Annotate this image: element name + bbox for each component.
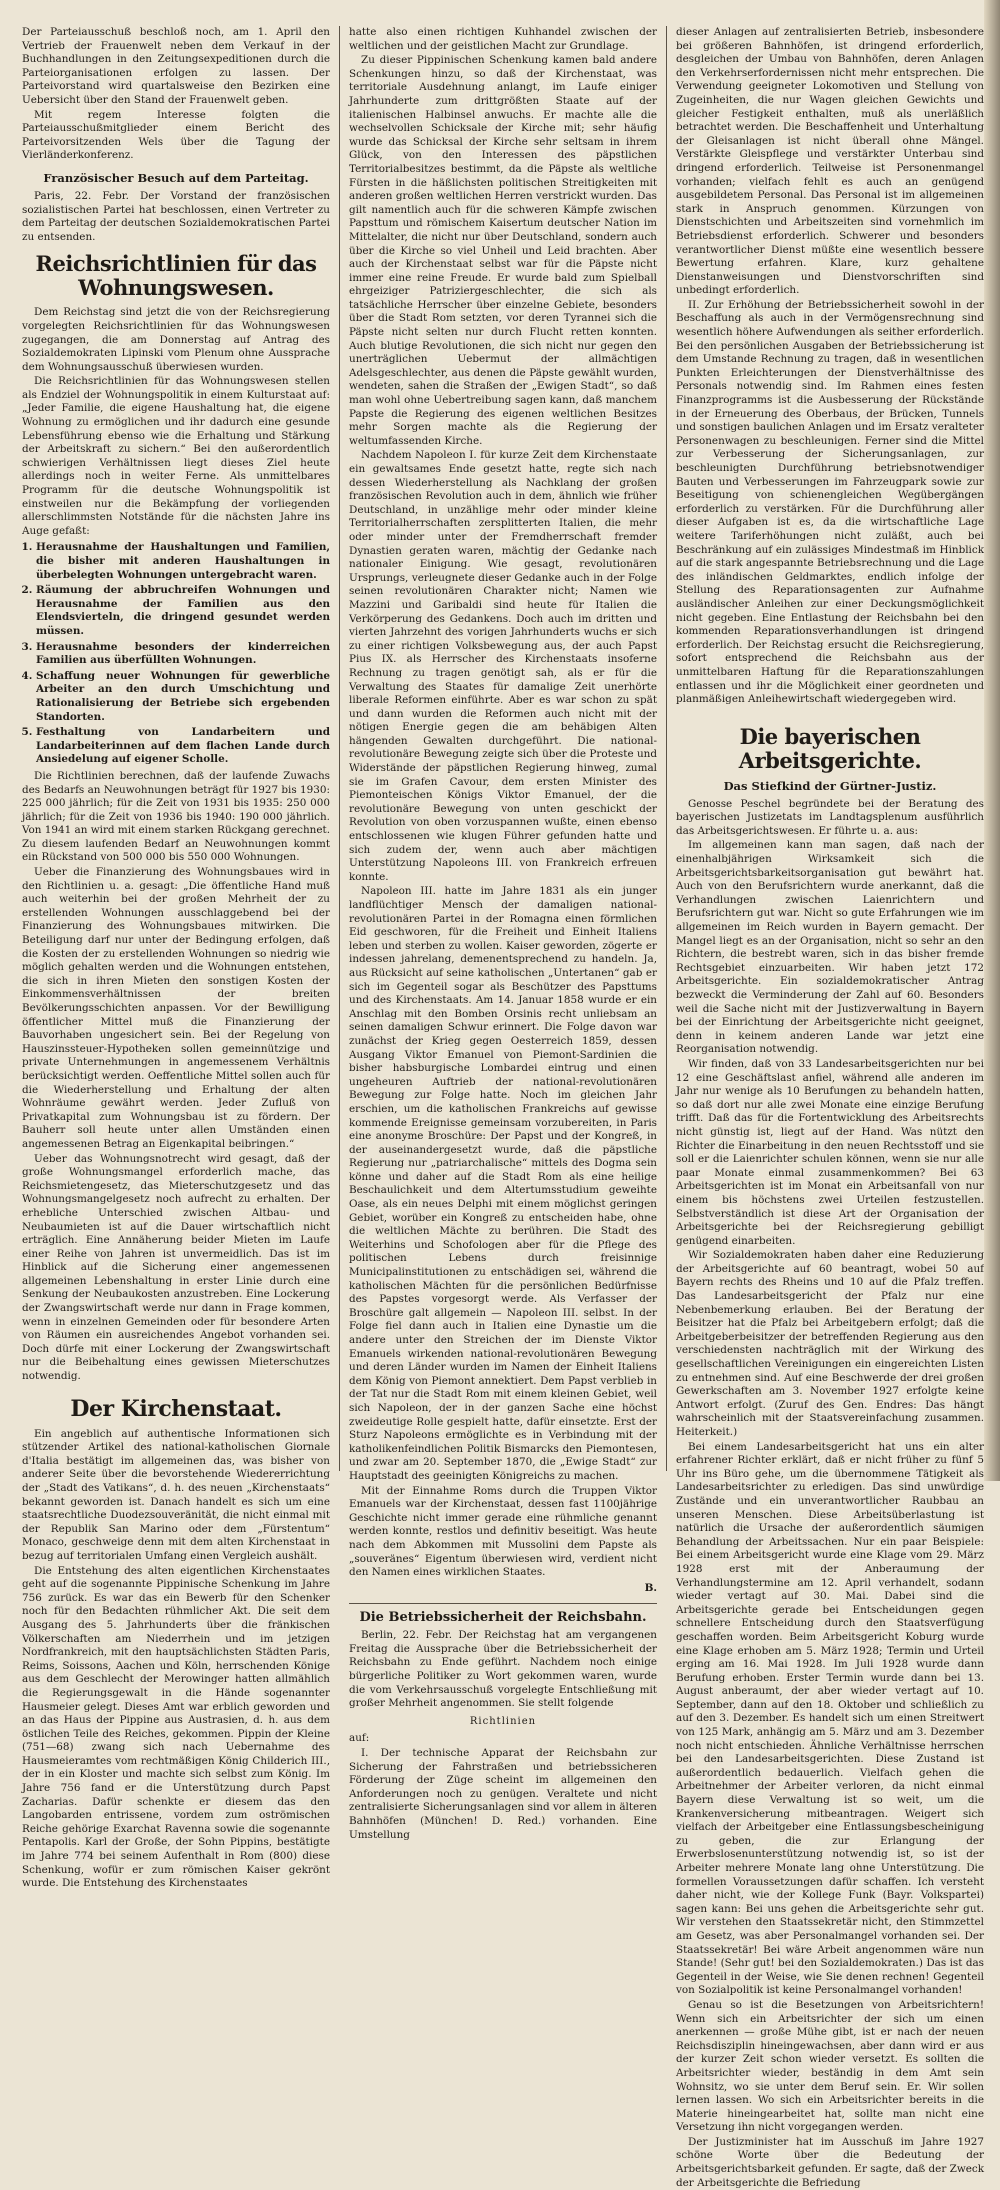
heading-kirchenstaat: Der Kirchenstaat. (70, 1395, 282, 1422)
list-item: 4. Schaffung neuer Wohnungen für gewerbliche Arbeiter an den durch Umschichtung und Rationalisierung der Betriebe sich ergebenden Standorten. (36, 670, 330, 724)
paragraph-parteiausschuss: Der Parteiausschuß beschloß noch, am 1. April den Vertrieb der Frauenwelt neben dem Verkauf in der Buchhandlungen in den Zeitungsexpeditionen durch die Parteiorganisationen erfolgen zu lassen. Der Parteivorstand wird quartalsweise den Bezirken eine Uebersicht über den Stand der Frauenwelt geben. (22, 26, 330, 106)
paragraph-paris: Paris, 22. Febr. Der Vorstand der französischen sozialistischen Partei hat beschlossen, einen Vertreter zu dem Parteitag der deutschen Sozialdemokratischen Partei zu entsenden. (22, 189, 330, 243)
heading-reichsrichtlinien: Reichsrichtlinien für das Wohnungswesen. (35, 251, 317, 301)
paragraph-e7: Der Justizminister hat im Ausschuß im Jahre 1927 schöne Worte über die Bedeutung der Arbeitsgerichtsbarkeit gefunden. Er sagte, daß der Zweck der Arbeitsgerichte die Befriedung (676, 2135, 984, 2189)
paragraph-interesse: Mit regem Interesse folgten die Parteiausschußmitglieder einem Bericht des Parteivorsitzenden Wels über die Tagung der Vierländerkonferenz. (22, 108, 330, 162)
column-divider (666, 26, 667, 1471)
richtlinien-label: Richtlinien (469, 1715, 537, 1727)
program-list (22, 541, 330, 767)
paragraph-e1: Genosse Peschel begründete bei der Beratung des bayerischen Justizetats im Landtagsplenum ausführlich das Arbeitsgerichtswesen. Er führte u. a. aus: (676, 797, 984, 837)
paragraph-reich-3: Die Richtlinien berechnen, daß der laufende Zuwachs des Bedarfs an Neuwohnungen beträgt für 1927 bis 1930: 225 000 jährlich; für die Zeit von 1931 bis 1935: 250 000 jährlich; für die Zeit von 1936 bis 1940: 190 000 jährlich. Von 1941 an wird mit einem starken Rückgang gerechnet. Zu diesem laufenden Bedarf an Neuwohnungen kommt ein Rückstand von 500 000 bis 550 000 Wohnungen. (22, 769, 330, 864)
paragraph-reich-5: Ueber das Wohnungsnotrecht wird gesagt, daß der große Wohnungsmangel erforderlich mache, das Reichsmietengesetz, das Mieterschutzgesetz und das Wohnungsmangelgesetz noch aufrecht zu erhalten. Der erhebliche Unterschied zwischen Altbau- und Neubaumieten ist auf die Dauer wirtschaftlich nicht erträglich. Eine Annäherung beider Mieten im Laufe einer Reihe von Jahren ist unvermeidlich. Das ist im Hinblick auf die Sicherung einer angemessenen allgemeinen Lebenshaltung in erster Linie durch eine Senkung der Neubaukosten anzustreben. Eine Lockerung der Zwangswirtschaft werde nur dann in Frage kommen, wenn in einzelnen Gemeinden oder für besondere Arten von Räumen ein ausreichendes Angebot vorhanden sei. Doch dürfe mit einer Lockerung der Zwangswirtschaft nur die Beibehaltung eines gewissen Mieterschutzes notwendig. (22, 1152, 330, 1383)
paragraph-reich-4: Ueber die Finanzierung des Wohnungsbaues wird in den Richtlinien u. a. gesagt: „Die öffentliche Hand muß auch weiterhin bei der großen Mehrheit der zu erstellenden Wohnungen ausschlaggebend bei der Finanzierung des Wohnungsbaues mitwirken. Die Beteiligung darf nur unter der Bedingung erfolgen, daß die Kosten der zu erstellenden Wohnungen so niedrig wie möglich gehalten werden und die Wohnungen entstehen, die sich in ihren Mieten den sonstigen Kosten der Einkommensverhältnissen der breiten Bevölkerungsschichten anpassen. Vor der Bewilligung öffentlicher Mittel muß die Finanzierung der Bauvorhaben ungesichert sein. Bei der Regelung von Hauszinssteuer-Hypotheken sollen gemeinnützige und private Unternehmungen in angemessenem Verhältnis berücksichtigt werden. Oeffentliche Mittel sollen auch für die Wiederherstellung und Erhaltung der alten Wohnräume gewährt werden. Jeder Zufluß von Privatkapital zum Wohnungsbau ist zu fördern. Der Bauherr soll heute unter allen Umständen einen angemessenen Betrag an Eigenkapital beibringen.“ (22, 866, 330, 1150)
paragraph-c5: Mit der Einnahme Roms durch die Truppen Viktor Emanuels war der Kirchenstaat, dessen fast 1100jährige Geschichte nicht immer gerade eine rühmliche genannt werden konnte, restlos und definitiv beseitigt. Was heute nach dem Abkommen mit Mussolini dem Papste als „souveränes“ Eigentum überwiesen wird, verdient nicht den Namen eines wirklichen Staates. (349, 1484, 657, 1579)
paragraph-e3: Wir finden, daß von 33 Landesarbeitsgerichten nur bei 12 eine Geschäftslast anfiel, während alle anderen im Jahr nur wenige als 10 Berufungen zu behandeln hatten, so daß dort nur alle zwei Monate eine einzige Berufung trifft. Daß das für die Fortentwicklung des Arbeitsrechts nicht günstig ist, liegt auf der Hand. Was nützt den Richter die Einarbeitung in den neuen Rechtsstoff und sie soll er die Laienrichter schulen können, wenn sie nur alle paar Monate einmal zusammenkommen? Bei 63 Arbeitsgerichten ist im Monat ein Arbeitsanfall von nur einem bis höchstens zwei Urteilen festzustellen. Selbstverständlich ist diese Art der Organisation der Arbeitsgerichte bei der Reichsregierung gebilligt genügend einarbeiten. (676, 1057, 984, 1247)
column-divider (339, 26, 340, 1471)
list-item: 2. Räumung der abbruchreifen Wohnungen und Herausnahme der Familien aus den Elendsvierteln, die dringend gesundet werden müssen. (36, 584, 330, 638)
paragraph-e6: Genau so ist die Besetzungen von Arbeitsrichtern! Wenn sich ein Arbeitsrichter der sich um einen anerkennen — große Mühe gibt, ist er nach der neuen Reichsdisziplin hineingewachsen, aber dann wird er aus der kurzer Zeit schon wieder versetzt. Es sollten die Arbeitsrichter wieder, beständig in dem Amt sein Wohnsitz, wo sie unter dem Beruf sein. Er. Wir sollen lernen lassen. Wo sich ein Arbeitsrichter bereits in die Materie hineingearbeitet hat, sollte man nicht eine Versetzung ihn nicht vorgegangen werden. (676, 1998, 984, 2134)
paragraph-kirchen-1: Ein angeblich auf authentische Informationen sich stützender Artikel des national-katholischen Giornale d'Italia bestätigt im allgemeinen das, was bisher von anderer Seite über die bevorstehende Wiedererrichtung der „Stadt des Vatikans“, d. h. des neuen „Kirchenstaats“ bekannt geworden ist. Danach handelt es sich um eine staatsrechtliche Duodezsouveränität, die nicht einmal mit der Republik San Marino oder dem „Fürstentum“ Monaco, geschweige denn mit dem alten Kirchenstaat in bezug auf territorialen Umfang einen Vergleich aushält. (22, 1427, 330, 1562)
list-item: 5. Festhaltung von Landarbeitern und Landarbeiterinnen auf dem flachen Lande durch Ansiedelung auf eigener Scholle. (36, 726, 330, 767)
paragraph-reich-1: Dem Reichstag sind jetzt die von der Reichsregierung vorgelegten Reichsrichtlinien für das Wohnungswesen zugegangen, die am Donnerstag auf Antrag des Sozialdemokraten Lipinski vom Plenum ohne Aussprache dem Wohnungsausschuß überwiesen wurden. (22, 306, 330, 373)
column-2 (349, 26, 657, 1841)
paragraph-c3: Nachdem Napoleon I. für kurze Zeit dem Kirchenstaate ein gewaltsames Ende gesetzt hatte, regte sich nach dessen Wiederherstellung als Nachklang der großen französischen Revolution auch in dem, ähnlich wie früher Deutschland, in unzählige mehr oder minder kleine Territorialherrschaften zersplitterten Italien, die mehr oder minder unter der Fremdherrschaft fremder Dynastien geraten waren, mächtig der Gedanke nach nationaler Einigung. Wie gesagt, revolutionären Ursprungs, verleugnete dieser Gedanke auch in der Folge seinen revolutionären Charakter nicht; Namen wie Mazzini und Garibaldi sind heute für Italien die Verkörperung des Gedankens. Doch auch im dritten und vierten Jahrzehnt des vorigen Jahrhunderts wuchs er sich zu einer richtigen Volksbewegung aus, der auch Papst Pius IX. als Herrscher des Kirchenstaats insoferne Rechnung zu tragen genötigt sah, als er für die Verwaltung des Staates für damalige Zeit unerhörte liberale Reformen einführte. Aber es war schon zu spät und dann wurden die Reformen auch nicht mit der nötigen Energie gegen die am behäbigen Alten hängenden Gewalten durchgeführt. Die national-revolutionäre Bewegung zeigte sich über die Proteste und Widerstände der päpstlichen Regierung hinweg, zumal sie im Grafen Cavour, dem ersten Minister des Piemonteischen Königs Viktor Emanuel, der die revolutionäre Bewegung von unten geschickt der Revolution von oben vorzuspannen wußte, einen ebenso entschlossenen wie klugen Führer gefunden hatte und sich zudem der, wenn auch aber mächtigen Unterstützung Napoleons III. von Frankreich erfreuen konnte. (349, 449, 657, 883)
author-signature: B. (644, 1581, 657, 1594)
column-3 (676, 26, 984, 2189)
list-item: 3. Herausnahme besonders der kinderreichen Familien aus überfüllten Wohnungen. (36, 641, 330, 668)
paragraph-e2: Im allgemeinen kann man sagen, daß nach der einenhalbjährigen Wirksamkeit sich die Arbeitsgerichtsbarkeitsorganisation gut bewährt hat. Auch von den Berufsrichtern wurde anerkannt, daß die Verhandlungen zwischen Laienrichtern und Berufsrichtern gut war. Nicht so gute Erfahrungen wie im allgemeinen im Reich wurden in Bayern gemacht. Der Mangel liegt es an der Organisation, nicht so sehr an den Richtern, die bestrebt waren, sich in das bisher fremde Rechtsgebiet einzuarbeiten. Wir haben jetzt 172 Arbeitsgerichte. Ein sozialdemokratischer Antrag bezweckt die Verminderung der Zahl auf 60. Besonders weil die Sache nicht mit der Justizverwaltung in Bayern bei der Einrichtung der Arbeitsgerichte nicht geeignet, denn in keinem anderen Lande war jetzt eine Reorganisation notwendig. (676, 839, 984, 1056)
paragraph-e5: Bei einem Landesarbeitsgericht hat uns ein alter erfahrener Richter erklärt, daß er nicht früher zu fünf 5 Uhr ins Büro gehe, um die übernommene Tätigkeit als Landesarbeitsrichter zu erledigen. Das sind unwürdige Zustände und ein unverantwortlicher Raubbau an unseren Menschen. Diese Arbeitsüberlastung ist natürlich die Ursache der außerordentlich säumigen Behandlung der Arbeitssachen. Nur ein paar Beispiele: Bei einem Arbeitsgericht wurde eine Klage vom 29. März 1928 erst mit der Anberaumung der Verhandlungstermine am 12. April verhandelt, sodann wieder vertagt auf 30. Mai. Dabei sind die Arbeitsgerichte gerade bei Entscheidungen gegen schnellere Entscheidung durch den Staatsverfügung geschaffen worden. Beim Arbeitsgericht Koburg wurde eine Klage erhoben am 5. März 1928; Termin und Urteil erging am 16. Mai 1928. Im Juli 1928 wurde dann Berufung erhoben. Erster Termin wurde dann bei 13. August anberaumt, der aber wieder vertagt auf 10. September, dann auf den 18. Oktober und schließlich zu auf den 3. Dezember. Es handelt sich um einen Streitwert von 125 Mark, anhängig am 5. März und am 3. Dezember noch nicht entschieden. Ähnliche Verhältnisse herrschen bei den Landesarbeitsgerichten. Diese Zustand ist außerordentlich bedauerlich. Vielfach gehen die Arbeitnehmer der Arbeiter verloren, da nicht einmal Bayern diese Verwaltung ist so weit, um die Krankenversicherung mitbeantragen. Weigert sich vielfach der Arbeitgeber eine Entlassungsbescheinigung zu geben, die zur Erlangung der Erwerbslosenunterstützung notwendig ist, so ist der Arbeiter mehrere Monate lang ohne Unterstützung. Die formellen Voraussetzungen dafür schaffen. Ich versteht daher nicht, wie der Kollege Funk (Bayr. Volkspartei) sagen kann: Bei uns gehen die Arbeitsgerichte sehr gut. Wir verstehen den Staatssekretär nicht, den Stimmzettel am Gesetz, was aber Personalmangel vorhanden sei. Der Staatssekretär! Bei wäre Arbeit angenommen wäre nun Stande! (Sehr gut! bei den Sozialdemokraten.) Das ist das Gegenteil in der Weise, wie Sie denen rechnen! Gegenteil von Sozialpolitik ist keine Personalmangel vorhanden! (676, 1440, 984, 1997)
heading-betriebssicherheit: Die Betriebssicherheit der Reichsbahn. (349, 1603, 657, 1625)
paragraph-reich-2: Die Reichsrichtlinien für das Wohnungswesen stellen als Endziel der Wohnungspolitik in einem Kulturstaat auf: „Jeder Familie, die eigene Haushaltung hat, die eigene Wohnung zu ermöglichen und ihr dadurch eine gesunde Lebensführung ebenso wie die Erhaltung und Stärkung der Arbeitskraft zu sichern.“ Bei den außerordentlich schwierigen Verhältnissen liegt dieses Ziel heute allerdings noch in weiter Ferne. Als unmittelbares Programm für die deutsche Wohnungspolitik ist einstweilen nur die Bekämpfung der vorliegenden allerschlimmsten Notstände für die nächsten Jahre ins Auge gefaßt: (22, 375, 330, 537)
paragraph-bahn-3: I. Der technische Apparat der Reichsbahn zur Sicherung der Fahrstraßen und betriebssicheren Förderung der Züge scheint im allgemeinen den Anforderungen noch zu genügen. Veraltete und nicht zentralisierte Sicherungsanlagen sind vor allem in älteren Bahnhöfen (München! D. Red.) vorhanden. Eine Umstellung (349, 1747, 657, 1841)
paragraph-bahn-1: Berlin, 22. Febr. Der Reichstag hat am vergangenen Freitag die Aussprache über die Betriebssicherheit der Reichsbahn zu Ende geführt. Nachdem noch einige bürgerliche Politiker zu Wort gekommen waren, wurde die vom Verkehrsausschuß vorgelegte Entschließung mit großer Mehrheit angenommen. Sie stellt folgende (349, 1629, 657, 1710)
paragraph-c4: Napoleon III. hatte im Jahre 1831 als ein junger landflüchtiger Mensch der damaligen national-revolutionären Partei in der Romagna einen förmlichen Eid geschworen, für die Freiheit und Einheit Italiens leben und sterben zu wollen. Kaiser geworden, zögerte er indessen jahrelang, demenentsprechend zu handeln. Ja, aus Rücksicht auf seine katholischen „Untertanen“ gab er sich im Gegenteil sogar als Beschützer des Papsttums und des Kirchenstaats. Am 14. Januar 1858 wurde er ein Anschlag mit den Bomben Orsinis recht unliebsam an seinen damaligen Schwur erinnert. Die Folge davon war zunächst der Krieg gegen Oesterreich 1859, dessen Ausgang Viktor Emanuel von Piemont-Sardinien die bisher habsburgische Lombardei eintrug und einen ungeheuren Auftrieb der national-revolutionären Bewegung zur Folge hatte. Noch im gleichen Jahr erschien, um die katholischen Frankreichs auf gewisse kommende Ereignisse gemeinsam vorzubereiten, in Paris eine anonyme Broschüre: Der Papst und der Kongreß, in der auseinandergesetzt wurde, daß die päpstliche Regierung nur „patriarchalische“ mittels des Dogma sein könne und daher auf die Stadt Rom als eine heilige Beschaulichkeit und dem Altertumsstudium geweihte Oase, als ein neues Delphi mit einem möglichst geringen Gebiet, worüber ein Kongreß zu entscheiden habe, ohne die weltlichen Mächte zu berühren. Die Stadt des Weiterhins und Schofologen aber für die Pflege des politischen Lebens durch freisinnige Municipalinstitutionen zu entschädigen sei, während die katholischen Mächten für die persönlichen Bedürfnisse des Papstes vorgesorgt werde. Als Verfasser der Broschüre galt allgemein — Napoleon III. selbst. In der Folge fiel dann auch in Italien eine Dynastie um die andere unter den Streichen der im Dienste Viktor Emanuels wirkenden national-revolutionären Bewegung und deren Länder wurden im Namen der Einheit Italiens dem König von Piemont annektiert. Dem Papst verblieb in der Tat nur die Stadt Rom mit einem kleinen Gebiet, weil sich Napoleon, der in der ganzen Sache eine höchst zweideutige Rolle gespielt hatte, dafür einsetzte. Erst der Sturz Napoleons ermöglichte es in Verbindung mit der katholikenfeindlichen Politik Bismarcks den Piemontesen, und zwar am 20. September 1870, die „Ewige Stadt“ zur Hauptstadt des geeinigten Königreichs zu machen. (349, 885, 657, 1482)
paragraph-bahn-2: auf: (349, 1732, 370, 1745)
paragraph-d2: II. Zur Erhöhung der Betriebssicherheit sowohl in der Beschaffung als auch in der Vermögensrechnung sind wesentlich höhere Aufwendungen als seither erforderlich. Bei den persönlichen Ausgaben der Betriebssicherung ist dem Umstande Rechnung zu tragen, daß in wesentlichen Punkten Erleichterungen der Dienstverhältnisse des Personals notwendig sind. Im Rahmen eines festen Finanzprogramms ist die Ausbesserung der Rückstände in der Erneuerung des Oberbaus, der Brücken, Tunnels und sonstigen baulichen Anlagen und im Ersatz veralteter Personenwagen zu beschleunigen. Ferner sind die Mittel zur Verbesserung der Sicherungsanlagen, zur beschleunigten Durchführung betriebsnotwendiger Bauten und Verbesserungen im Fahrzeugpark sowie zur Beseitigung von schienengleichen Wegübergängen erforderlich zu verstärken. Für die Durchführung aller dieser Aufgaben ist es, da die wirtschaftliche Lage weitere Tariferhöhungen nicht zuläßt, auch bei Beschränkung auf ein zulässiges Mindestmaß im Hinblick auf die stark angespannte Betriebsrechnung und die Lage des inländischen Geldmarktes, endlich infolge der Stellung des Reparationsagenten zur Aufnahme ausländischer Anleihen zur einer Deckungsmöglichkeit nicht gegeben. Eine Entlastung der Reichsbahn bei den kommenden Reparationsverhandlungen ist dringend erforderlich. Der Reichstag ersucht die Reichsregierung, sofort entsprechend die Reichsbahn aus der unmittelbaren Haftung für die Reparationszahlungen entlassen und ihr die Möglichkeit einer geordneten und planmäßigen Anleihewirtschaft wiedergegeben wird. (676, 298, 984, 706)
list-item: 1. Herausnahme der Haushaltungen und Familien, die bisher mit anderen Haushaltungen in überbelegten Wohnungen untergebracht waren. (36, 541, 330, 582)
heading-bayerische-arbeitsgerichte: Die bayerischen Arbeitsgerichte. (738, 723, 922, 773)
paragraph-kirchen-2: Die Entstehung des alten eigentlichen Kirchenstaates geht auf die sogenannte Pippinische Schenkung im Jahre 756 zurück. Es war das ein Bewerb für den Schenker noch für den Bedachten rühmlicher Akt. Die seit dem Ausgang des 5. Jahrhunderts über die fränkischen Völkerschaften am Niederrhein und im jetzigen Nordfrankreich, mit den hauptsächlichsten Städten Paris, Reims, Soissons, Aachen und Köln, herrschenden Könige aus dem Geschlecht der Merowinger hatten allmählich die Regierungsgewalt in die Hände sogenannter Hausmeier gelegt. Dieses Amt war erblich geworden und an das Haus der Pippine aus Austrasien, d. h. aus dem östlichen Teile des Reiches, gekommen. Pippin der Kleine (751—68) zwang sich nach Uebernahme des Hausmeieramtes vom rechtmäßigen König Childerich III., der in ein Kloster und machte sich selbst zum König. Im Jahre 756 fand er die Unterstützung durch Papst Zacharias. Dafür schenkte er diesem das den Langobarden entrissene, vordem zum oströmischen Reiche gehörige Exarchat Ravenna sowie die sogenannte Pentapolis. Karl der Große, der Sohn Pippins, bestätigte im Jahre 774 bei seinem Aufenthalt in Rom (800) diese Schenkung, wofür er zum römischen Kaiser gekrönt wurde. Die Entstehung des Kirchenstaates (22, 1564, 330, 1890)
paragraph-e4: Wir Sozialdemokraten haben daher eine Reduzierung der Arbeitsgerichte auf 60 beantragt, wobei 50 auf Bayern rechts des Rheins und 10 auf die Pfalz treffen. Das Landesarbeitsgericht der Pfalz nur eine Nebenbemerkung erlauben. Bei der Beratung der Beisitzer hat die Pfalz bei Arbeitgebern erfolgt; daß die Arbeitgeberbeisitzer der betreffenden Regierung aus den verschiedensten nachträglich mit der Wirkung des gesellschaftlichen Vereinigungen ein eingereichten Listen zu entnehmen sind. Auf eine Beschwerde der drei großen Gewerkschaften am 3. November 1927 erfolgte keine Antwort erfolgt. (Zuruf des Gen. Endres: Das hängt wahrscheinlich mit der Staatsvereinfachung zusammen. Heiterkeit.) (676, 1249, 984, 1438)
paragraph-d1: dieser Anlagen auf zentralisierten Betrieb, insbesondere bei größeren Bahnhöfen, ist dringend erforderlich, desgleichen der Umbau von Bahnhöfen, deren Anlagen den Verkehrserfordernissen nicht mehr entsprechen. Die Verwendung geeigneter Lokomotiven und Stellung von Zugeinheiten, die nur Wagen gleichen Gewichts und gleicher Festigkeit enthalten, muß als unerläßlich betrachtet werden. Die Beschaffenheit und Unterhaltung der Gleisanlagen ist nicht überall ohne Mängel. Verstärkte Gleispflege und verstärkter Unterbau sind dringend erforderlich. Teilweise ist Personenmangel vorhanden; vielfach fehlt es auch an genügend ausgebildetem Personal. Das Personal ist im allgemeinen stark in Anspruch genommen. Kürzungen von Dienstschichten und Arbeitszeiten sind vornehmlich im Betriebsdienst erforderlich. Schwerer und besonders verantwortlicher Dienst müßte eine wesentlich bessere Bewertung erfahren. Klare, kurz gehaltene Dienstanweisungen und Dienstvorschriften sind unbedingt erforderlich. (676, 26, 984, 297)
paragraph-c1: hatte also einen richtigen Kuhhandel zwischen der weltlichen und der geistlichen Macht zur Grundlage. (349, 26, 657, 52)
paragraph-c2: Zu dieser Pippinischen Schenkung kamen bald andere Schenkungen hinzu, so daß der Kirchenstaat, was territoriale Ausdehnung anlangt, im Laufe einiger Jahrhunderte zum drittgrößten Staate auf der italienischen Halbinsel anwuchs. Er machte alle die wechselvollen Schicksale der Kirche mit; sehr häufig wurde das Schicksal der Kirche sehr seltsam in ihrem Glück, von den Interessen des päpstlichen Territorialbesitzes bestimmt, da die Päpste als weltliche Fürsten in die häßlichsten politischen Streitigkeiten mit anderen großen weltlichen Herren verstrickt wurden. Das gilt namentlich auch für die schweren Kämpfe zwischen Papsttum und römischem Kaisertum deutscher Nation im Mittelalter, die nicht nur über Deutschland, sondern auch über die Kirche so viel Unheil und Leid brachten. Aber auch der Kirchenstaat selbst war für die Päpste nicht immer eine reine Freude. Er wurde bald zum Spielball ehrgeiziger Patriziergeschlechter, die sich als tatsächliche Herrscher über einzelne Gebiete, besonders über die Stadt Rom setzten, vor deren Tyrannei sich die Päpste nicht selten nur durch Flucht retten konnten. Auch blutige Revolutionen, die sich nicht nur gegen den unerträglichen Uebermut der allmächtigen Adelsgeschlechter, aus denen die Päpste gewählt wurden, wendeten, sahen die Straßen der „Ewigen Stadt“, so daß man wohl ohne Uebertreibung sagen kann, daß manchem Papste die Regierung des eigenen weltlichen Besitzes mehr Sorgen machte als die Regierung der weltumfassenden Kirche. (349, 54, 657, 447)
column-container (22, 26, 986, 2189)
subheading-stiefkind: Das Stiefkind der Gürtner-Justiz. (723, 778, 937, 793)
heading-franzoesischer-besuch: Französischer Besuch auf dem Parteitag. (43, 170, 309, 185)
column-1 (22, 26, 330, 1890)
